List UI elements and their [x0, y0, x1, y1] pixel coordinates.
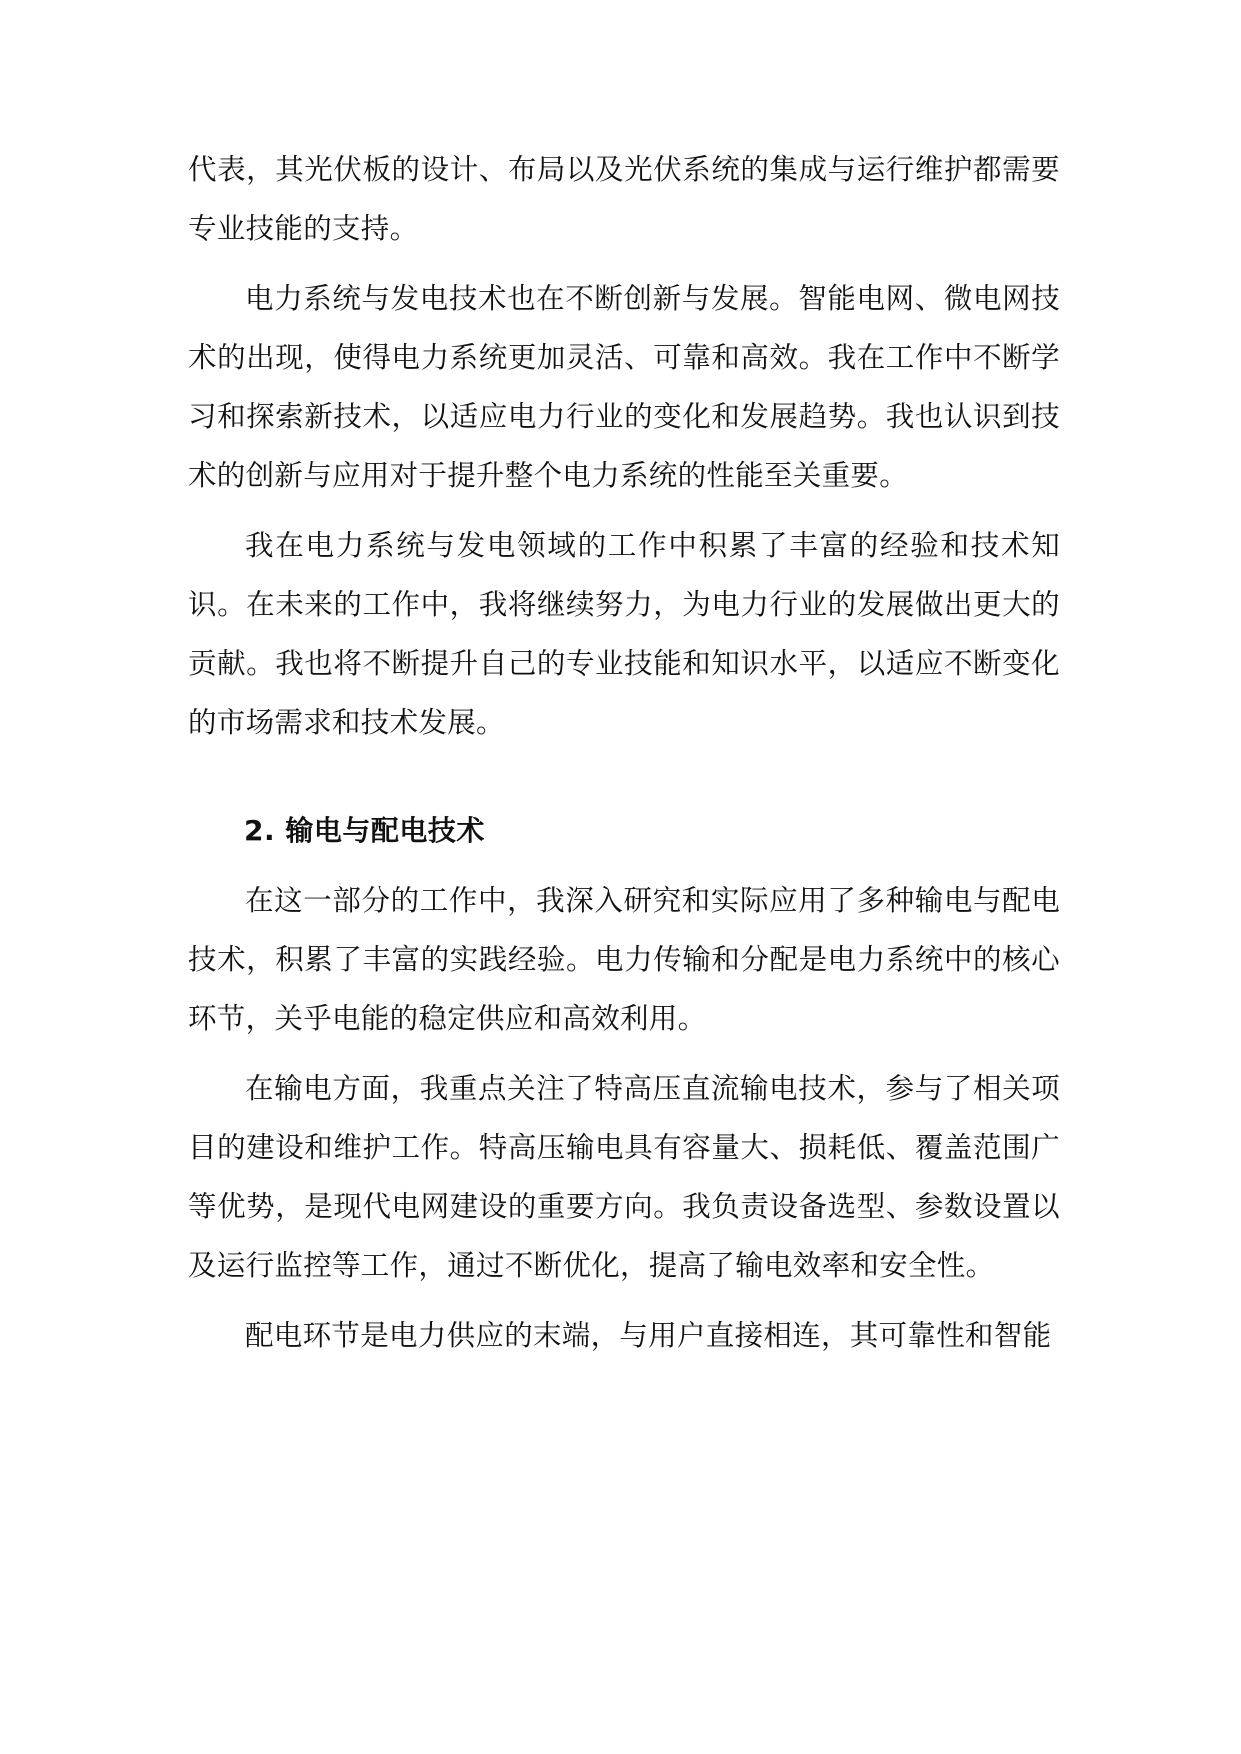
paragraph-innovation: 电力系统与发电技术也在不断创新与发展。智能电网、微电网技术的出现，使得电力系统更加灵活、可靠和高效。我在工作中不断学习和探索新技术，以适应电力行业的变化和发展趋势。我也认识到技术的创新与应用对于提升整个电力系统的性能至关重要。 — [188, 282, 1060, 492]
document-body — [188, 140, 1060, 1376]
paragraph-transmission-intro: 在这一部分的工作中，我深入研究和实际应用了多种输电与配电技术，积累了丰富的实践经验。电力传输和分配是电力系统中的核心环节，关乎电能的稳定供应和高效利用。 — [188, 884, 1060, 1035]
section-heading: 2. 输电与配电技术 — [244, 814, 485, 847]
paragraph-uhv-transmission: 在输电方面，我重点关注了特高压直流输电技术，参与了相关项目的建设和维护工作。特高压输电具有容量大、损耗低、覆盖范围广等优势，是现代电网建设的重要方向。我负责设备选型、参数设置以及运行监控等工作，通过不断优化，提高了输电效率和安全性。 — [188, 1072, 1060, 1282]
paragraph-distribution: 配电环节是电力供应的末端，与用户直接相连，其可靠性和智能 — [245, 1319, 1052, 1352]
paragraph-continuation: 代表，其光伏板的设计、布局以及光伏系统的集成与运行维护都需要专业技能的支持。 — [188, 153, 1060, 245]
paragraph-experience: 我在电力系统与发电领域的工作中积累了丰富的经验和技术知识。在未来的工作中，我将继续努力，为电力行业的发展做出更大的贡献。我也将不断提升自己的专业技能和知识水平，以适应不断变化的市场需求和技术发展。 — [188, 529, 1060, 739]
